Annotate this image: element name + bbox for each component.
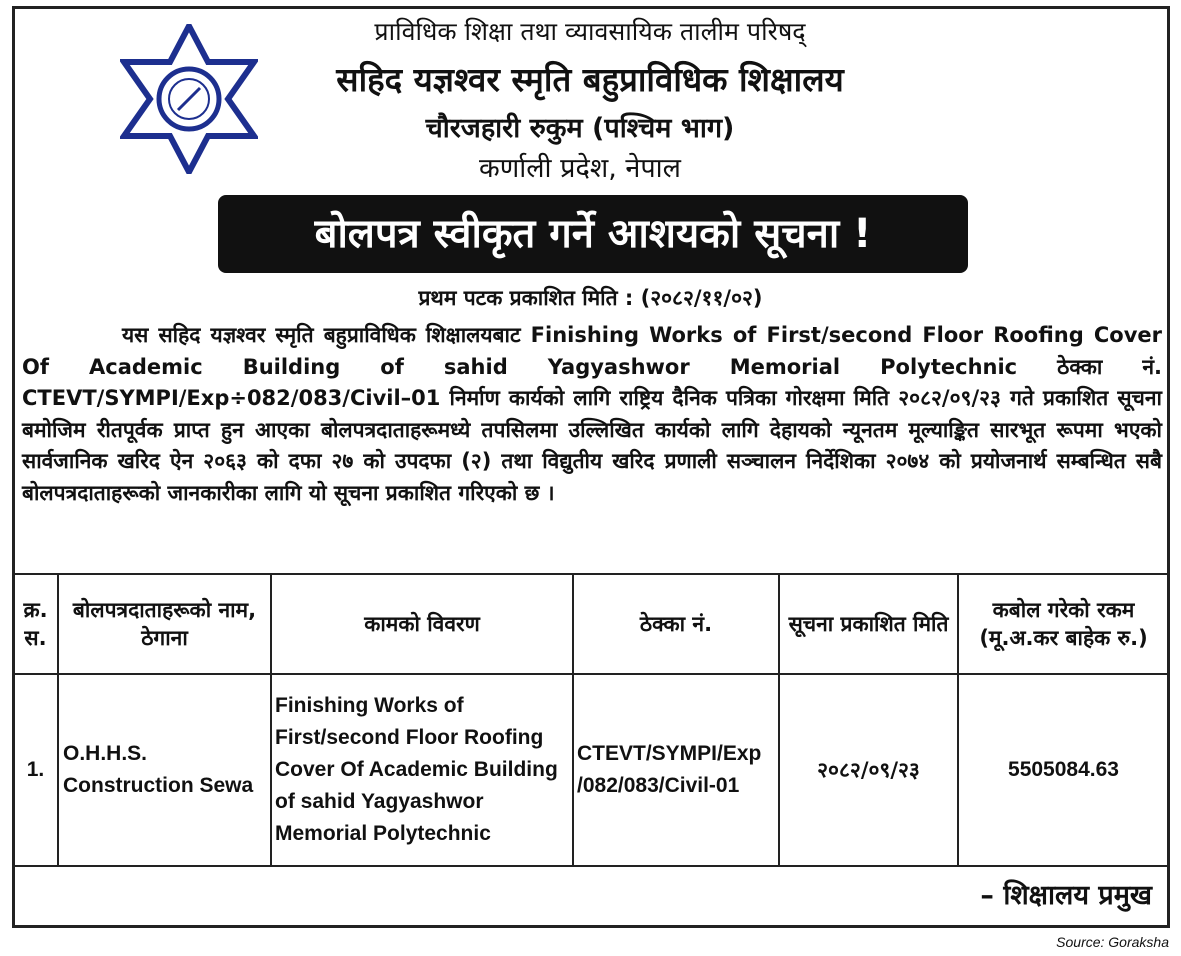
- cell-amount: 5505084.63: [958, 674, 1169, 866]
- notice-title-banner: बोलपत्र स्वीकृत गर्ने आशयको सूचना !: [218, 195, 968, 273]
- signature: – शिक्षालय प्रमुख: [13, 866, 1169, 926]
- col-header-work: कामको विवरण: [271, 574, 573, 674]
- col-header-contract: ठेक्का नं.: [573, 574, 779, 674]
- institution-logo-star-icon: [120, 24, 258, 174]
- cell-work: Finishing Works of First/second Floor Roofing Cover Of Academic Building of sahid Yagyashwor Memorial Polytechnic: [271, 674, 573, 866]
- col-header-sn: क्र. स.: [13, 574, 58, 674]
- notice-body: यस सहिद यज्ञश्वर स्मृति बहुप्राविधिक शिक्षालयबाट Finishing Works of First/second Floor Roofing Cover Of Academic Building of sahid Yagyashwor Memorial Polytechnic ठेक्का नं. CTEVT/SYMPI/Exp÷082/083/Civil–01 निर्माण कार्यको लागि राष्ट्रिय दैनिक पत्रिका गोरक्षमा मिति २०८२/०९/२३ गते प्रकाशित सूचना बमोजिम रीतपूर्वक प्राप्त हुन आएका बोलपत्रदाताहरूमध्ये तपसिलमा उल्लिखित कार्यको लागि देहायको न्यूनतम मूल्याङ्कित सारभूत रूपमा भएको सार्वजानिक खरिद ऐन २०६३ को दफा २७ को उपदफा (२) तथा विद्युतीय खरिद प्रणाली सञ्चालन निर्देशिका २०७४ को प्रयोजनार्थ सम्बन्धित सबै बोलपत्रदाताहरूको जानकारीका लागि यो सूचना प्रकाशित गरिएको छ ।: [22, 323, 1162, 505]
- col-header-bidder: बोलपत्रदाताहरूको नाम, ठेगाना: [58, 574, 271, 674]
- signature-row: [13, 866, 1169, 926]
- cell-bidder: O.H.H.S. Construction Sewa: [58, 674, 271, 866]
- address-line-1: चौरजहारी रुकुम (पश्चिम भाग): [425, 113, 735, 144]
- col-header-amount: कबोल गरेको रकम (मू.अ.कर बाहेक रु.): [958, 574, 1169, 674]
- table-header-row: [13, 574, 1169, 674]
- council-name: प्राविधिक शिक्षा तथा व्यावसायिक तालीम परिषद्: [374, 17, 806, 46]
- bid-table: [12, 573, 1170, 927]
- publication-date: प्रथम पटक प्रकाशित मिति : (२०८२/११/०२): [418, 286, 763, 310]
- cell-date: २०८२/०९/२३: [779, 674, 958, 866]
- cell-contract: CTEVT/SYMPI/Exp /082/083/Civil-01: [573, 674, 779, 866]
- cell-sn: 1.: [13, 674, 58, 866]
- col-header-date: सूचना प्रकाशित मिति: [779, 574, 958, 674]
- institution-name: सहिद यज्ञश्वर स्मृति बहुप्राविधिक शिक्षालय: [336, 60, 844, 99]
- address-line-2: कर्णाली प्रदेश, नेपाल: [479, 153, 681, 184]
- table-row: [13, 674, 1169, 866]
- source-credit: Source: Goraksha: [1056, 934, 1169, 950]
